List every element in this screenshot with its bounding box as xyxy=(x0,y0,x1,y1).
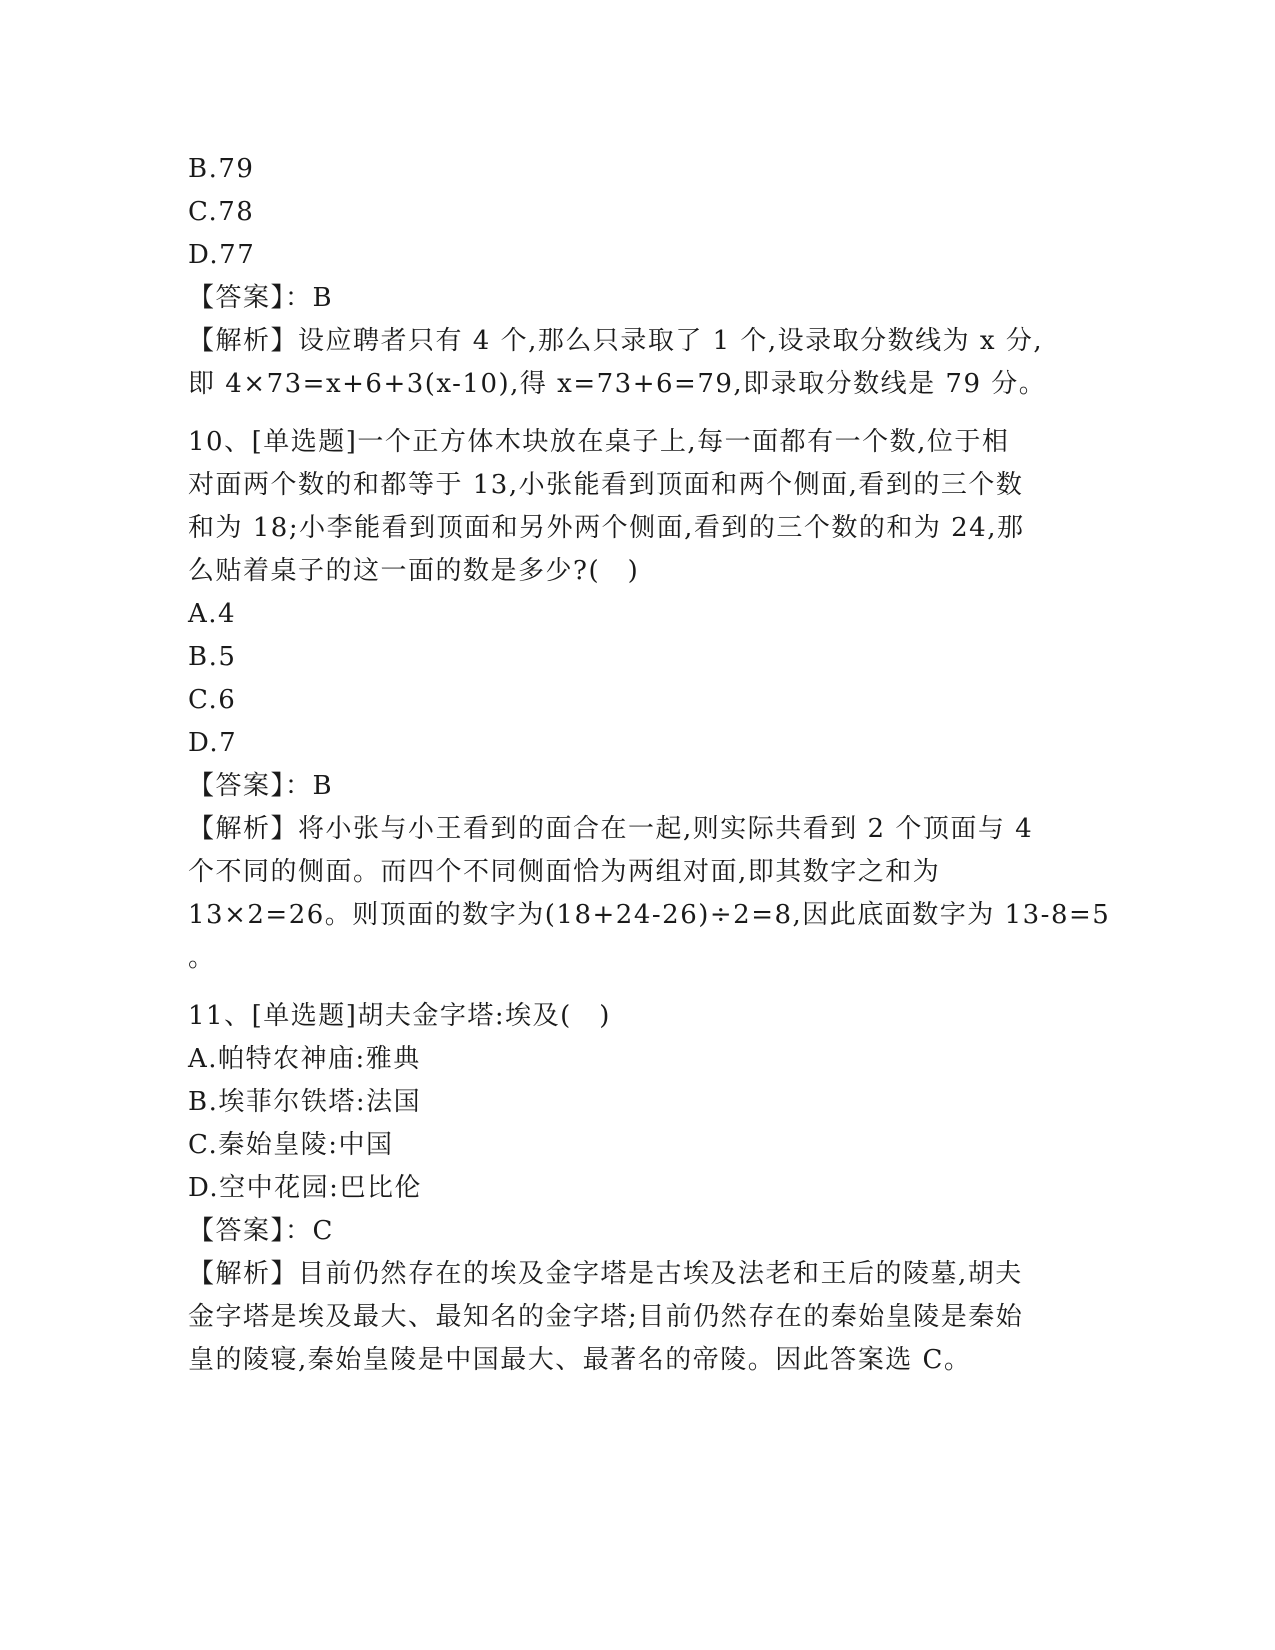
option-d: D.空中花园:巴比伦 xyxy=(188,1173,422,1203)
analysis-line: 金字塔是埃及最大、最知名的金字塔;目前仍然存在的秦始皇陵是秦始 xyxy=(188,1302,1024,1332)
analysis-line: 即 4×73=x+6+3(x-10),得 x=73+6=79,即录取分数线是 79 分。 xyxy=(188,369,1047,399)
option-d: D.77 xyxy=(188,240,256,270)
question-9-block xyxy=(188,148,1078,406)
analysis-line: 13×2=26。则顶面的数字为(18+24-26)÷2=8,因此底面数字为 13-8=5 xyxy=(188,900,1111,930)
spacer xyxy=(188,980,1078,995)
question-10-block xyxy=(188,421,1111,980)
option-c: C.秦始皇陵:中国 xyxy=(188,1130,394,1160)
question-11-block xyxy=(188,995,1078,1382)
option-c: C.6 xyxy=(188,685,237,715)
option-a: A.4 xyxy=(188,599,237,629)
question-text-line: 10、[单选题]一个正方体木块放在桌子上,每一面都有一个数,位于相 xyxy=(188,427,1010,457)
option-a: A.帕特农神庙:雅典 xyxy=(188,1044,421,1074)
option-b: B.埃菲尔铁塔:法国 xyxy=(188,1087,422,1117)
document-page xyxy=(188,148,1111,1382)
option-b: B.79 xyxy=(188,154,255,184)
question-text-line: 11、[单选题]胡夫金字塔:埃及( ) xyxy=(188,1001,611,1031)
analysis-line: 【解析】设应聘者只有 4 个,那么只录取了 1 个,设录取分数线为 x 分, xyxy=(188,326,1044,356)
option-d: D.7 xyxy=(188,728,238,758)
analysis-line: 皇的陵寝,秦始皇陵是中国最大、最著名的帝陵。因此答案选 C。 xyxy=(188,1345,972,1375)
analysis-line: 【解析】将小张与小王看到的面合在一起,则实际共看到 2 个顶面与 4 xyxy=(188,814,1034,844)
answer: 【答案】：B xyxy=(188,771,334,801)
answer: 【答案】：B xyxy=(188,283,334,313)
question-text-line: 对面两个数的和都等于 13,小张能看到顶面和两个侧面,看到的三个数 xyxy=(188,470,1024,500)
question-text-line: 和为 18;小李能看到顶面和另外两个侧面,看到的三个数的和为 24,那 xyxy=(188,513,1025,543)
option-b: B.5 xyxy=(188,642,237,672)
answer: 【答案】：C xyxy=(188,1216,334,1246)
question-text-line: 么贴着桌子的这一面的数是多少?( ) xyxy=(188,556,640,586)
analysis-line: 【解析】目前仍然存在的埃及金字塔是古埃及法老和王后的陵墓,胡夫 xyxy=(188,1259,1023,1289)
analysis-line: 。 xyxy=(188,943,216,973)
analysis-line: 个不同的侧面。而四个不同侧面恰为两组对面,即其数字之和为 xyxy=(188,857,941,887)
spacer xyxy=(188,406,1078,421)
option-c: C.78 xyxy=(188,197,255,227)
